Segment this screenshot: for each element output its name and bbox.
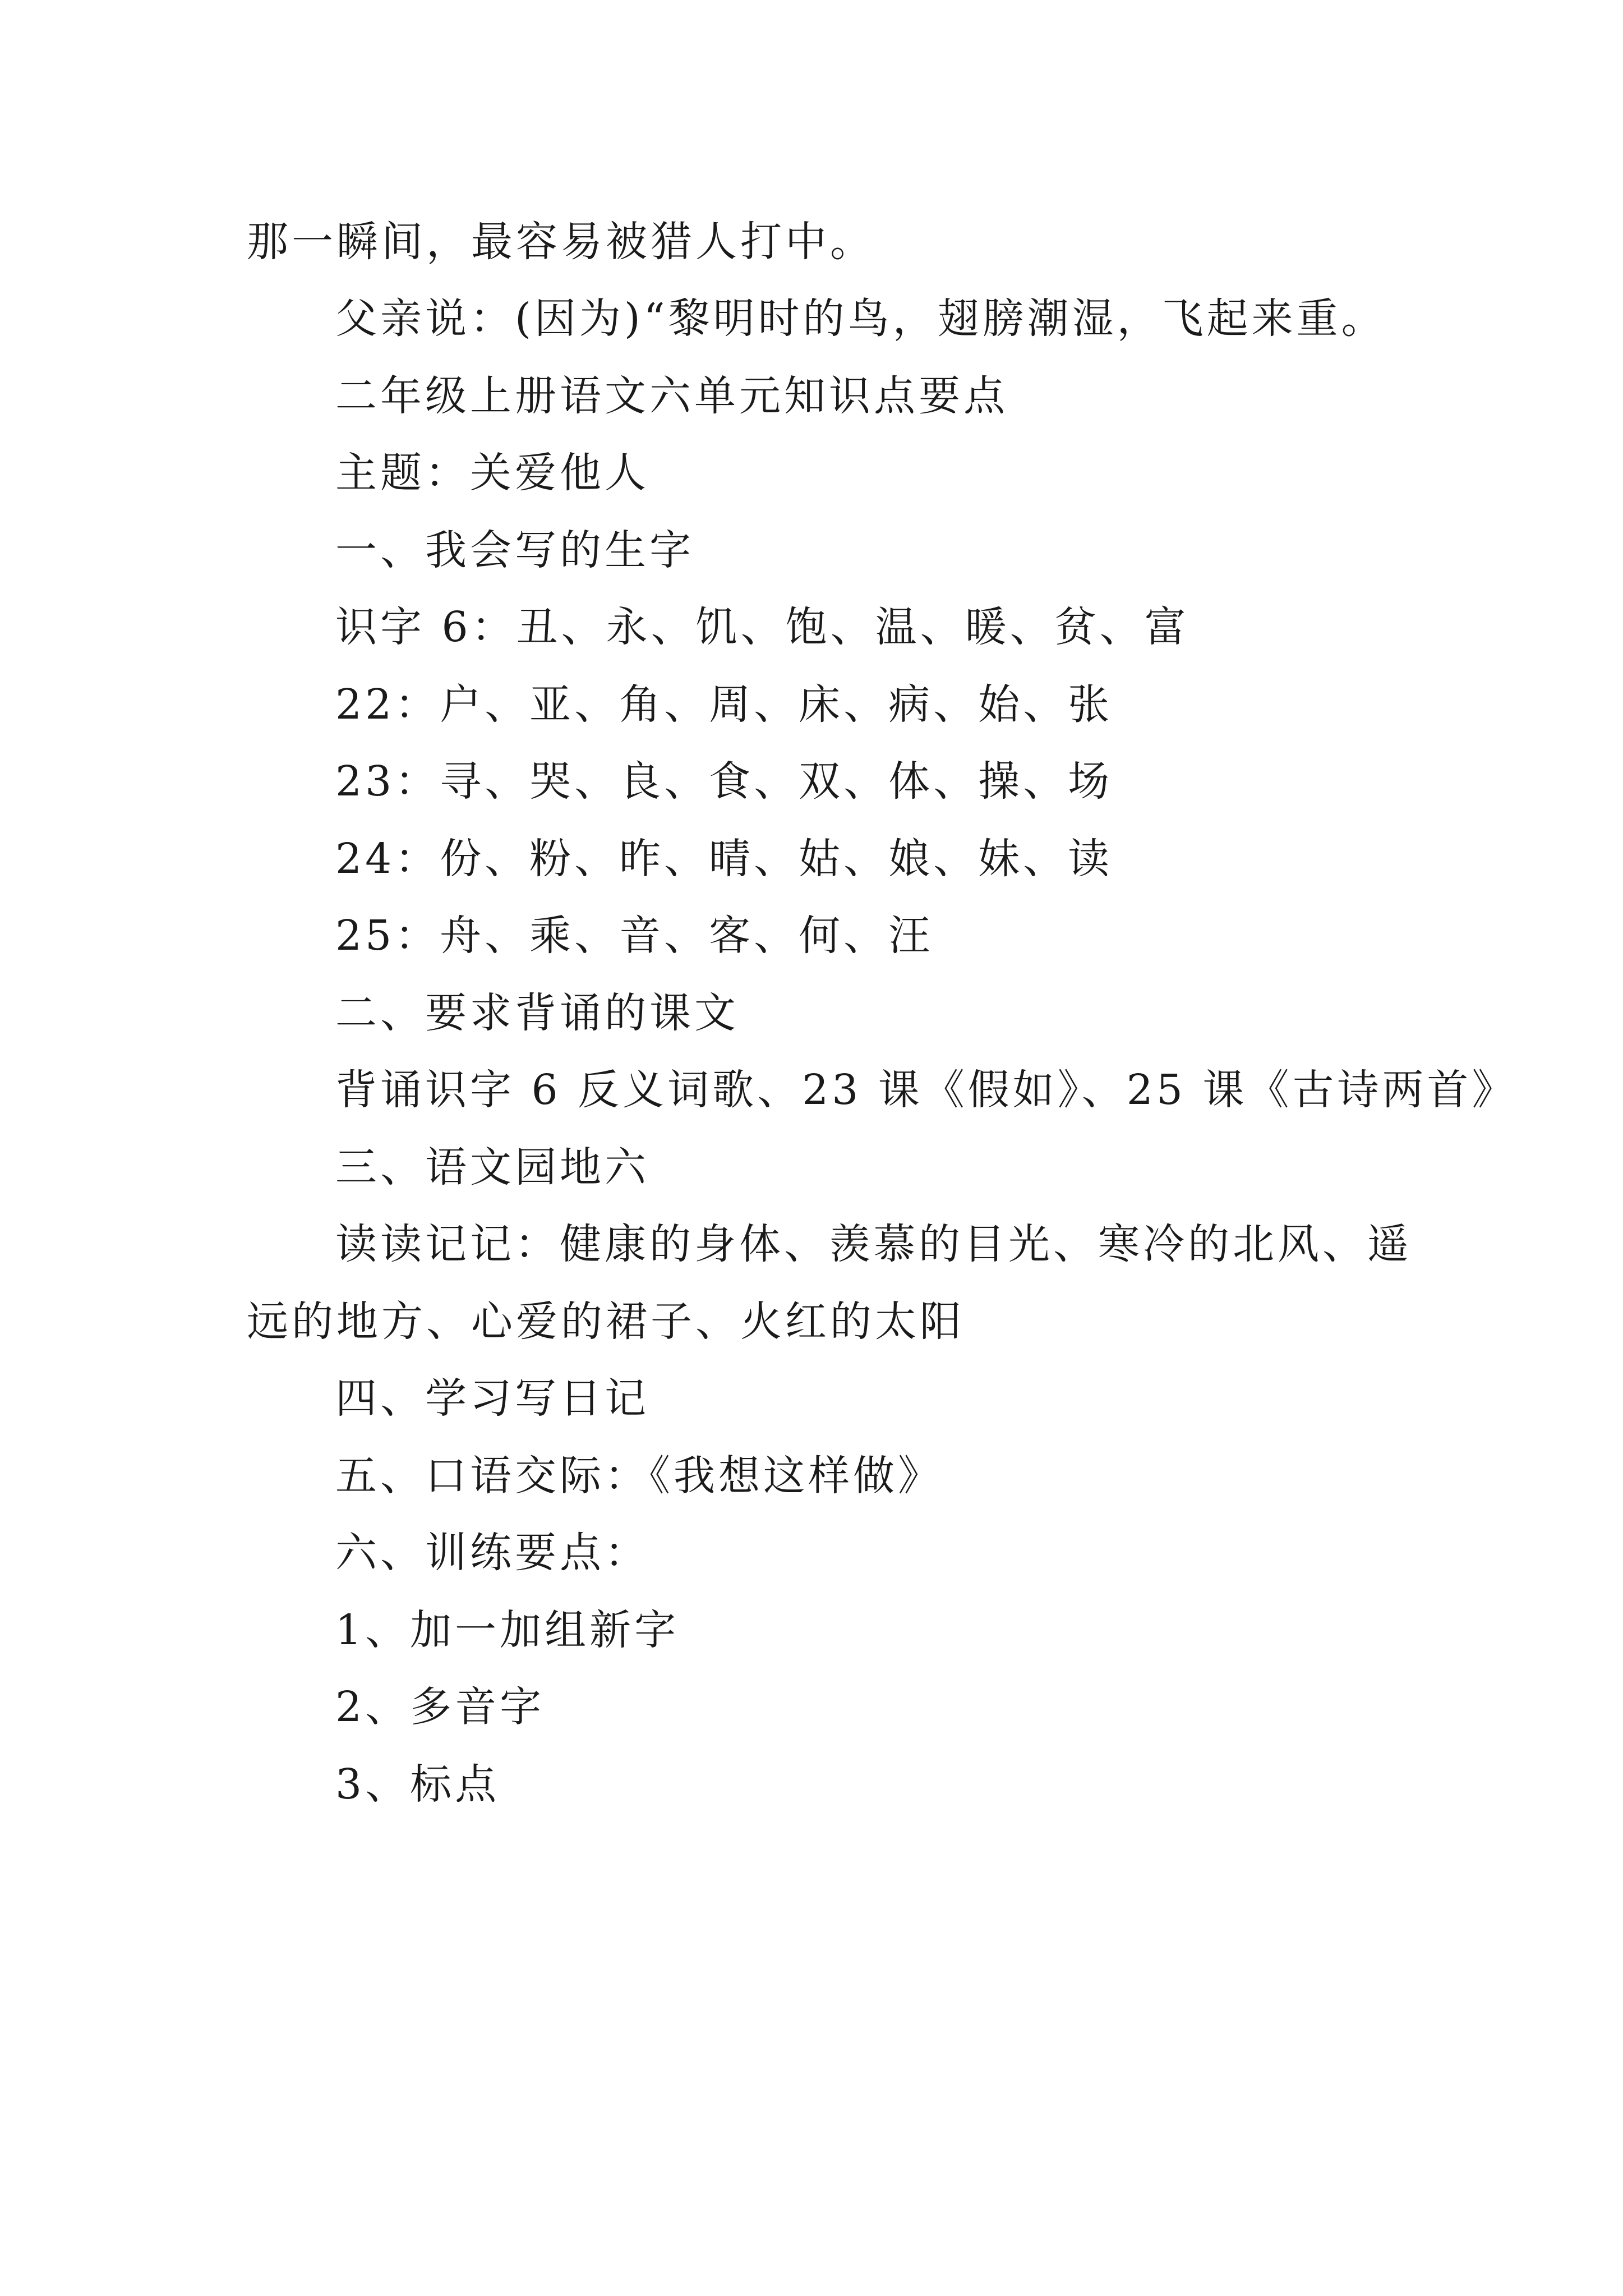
theme-line: 主题：关爱他人 — [335, 449, 649, 497]
characters-lesson-23: 23：寻、哭、良、食、双、体、操、场 — [335, 757, 1113, 806]
heading-recitation: 二、要求背诵的课文 — [335, 989, 739, 1037]
heading-writing-characters: 一、我会写的生字 — [335, 526, 694, 574]
text-line-father-quote: 父亲说：(因为)“黎明时的鸟，翅膀潮湿，飞起来重。 — [335, 295, 1386, 343]
training-point-1: 1、加一加组新字 — [335, 1606, 680, 1654]
heading-garden-six: 三、语文园地六 — [335, 1143, 649, 1191]
heading-training-points: 六、训练要点： — [335, 1529, 649, 1577]
text-line-continuation: 那一瞬间，最容易被猎人打中。 — [247, 218, 875, 266]
recitation-list: 背诵识字 6 反义词歌、23 课《假如》、25 课《古诗两首》 — [335, 1066, 1517, 1114]
heading-oral-communication: 五、口语交际：《我想这样做》 — [335, 1452, 943, 1500]
training-point-3: 3、标点 — [335, 1760, 500, 1809]
training-point-2: 2、多音字 — [335, 1683, 545, 1731]
reading-memo-line-2: 远的地方、心爱的裙子、火红的太阳 — [247, 1297, 965, 1346]
characters-lesson-shizi6: 识字 6：丑、永、饥、饱、温、暖、贫、富 — [335, 603, 1189, 651]
characters-lesson-25: 25：舟、乘、音、客、何、汪 — [335, 912, 934, 960]
characters-lesson-22: 22：户、亚、角、周、床、病、始、张 — [335, 680, 1113, 729]
characters-lesson-24: 24：份、粉、昨、晴、姑、娘、妹、读 — [335, 835, 1113, 883]
section-title: 二年级上册语文六单元知识点要点 — [335, 372, 1008, 420]
heading-diary: 四、学习写日记 — [335, 1374, 649, 1423]
reading-memo-line-1: 读读记记：健康的身体、羡慕的目光、寒冷的北风、遥 — [335, 1220, 1412, 1268]
